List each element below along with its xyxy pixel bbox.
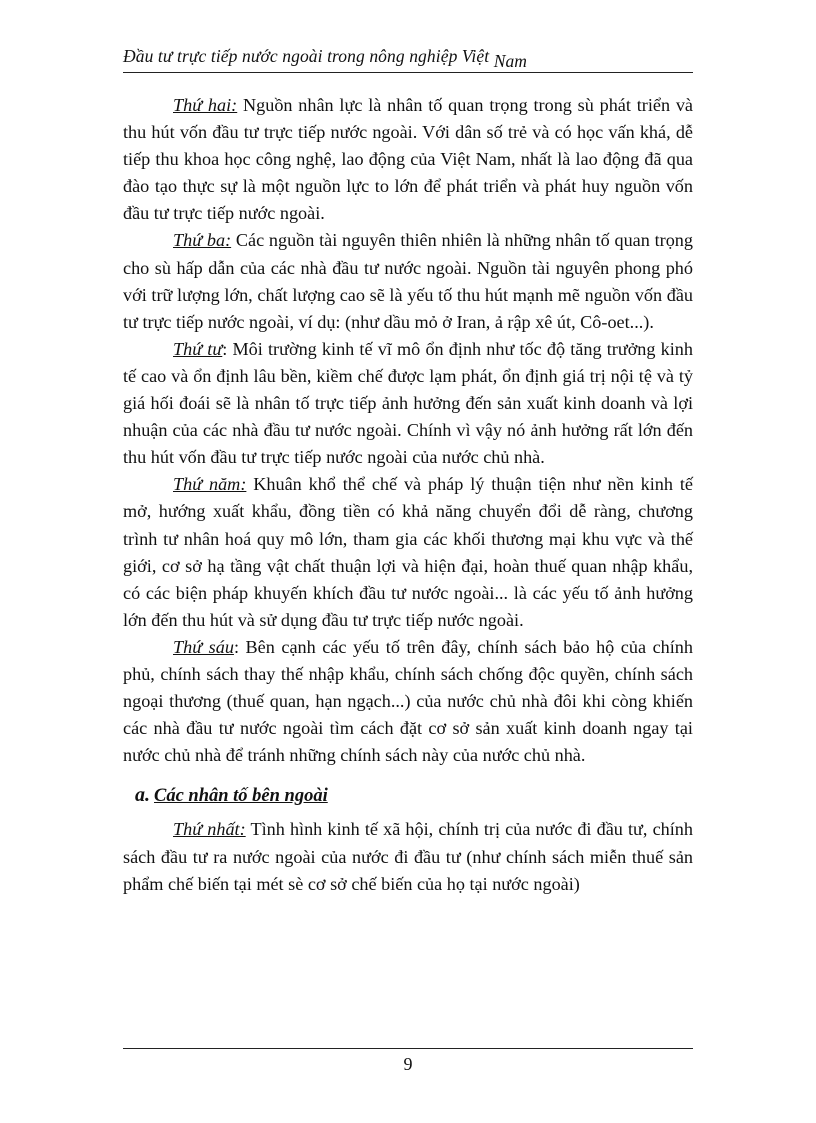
paragraph-thu-nam [123,471,693,634]
paragraph-text: Nguồn nhân lực là nhân tố quan trọng trong sù phát triển và thu hút vốn đầu tư trực tiếp nước ngoài. Với dân số trẻ và có học vấn khá, dễ tiếp thu khoa học công nghệ, lao động của Việt Nam, nhất là lao động đã qua đào tạo thực sự là một nguồn lực to lớn để phát triển và phát huy nguồn vốn đầu tư trực tiếp nước ngoài. [123,95,693,224]
paragraph-thu-tu [123,336,693,471]
paragraph-lead: Thứ sáu [173,636,234,657]
paragraph-thu-nhat [123,816,693,897]
header-title-tail: Nam [493,51,528,71]
paragraph-thu-sau [123,634,693,769]
paragraph-thu-ba [123,227,693,335]
body-text [123,92,693,898]
paragraph-lead: Thứ ba: [173,230,232,251]
paragraph-text: Các nguồn tài nguyên thiên nhiên là những nhân tố quan trọng cho sù hấp dẫn của các nhà đầu tư nước ngoài. Nguồn tài nguyên phong phó với trữ lượng lớn, chất lượng cao sẽ là yếu tố thu hút mạnh mẽ nguồn vốn đầu tư trực tiếp nước ngoài, ví dụ: (như dầu mỏ ở Iran, ả rập xê út, Cô-oet...). [123,230,693,332]
running-header [123,46,693,71]
paragraph-text: : Môi trường kinh tế vĩ mô ổn định như tốc độ tăng trưởng kinh tế cao và ổn định lâu bền, kiềm chế được lạm phát, ổn định giá trị nội tệ và tỷ giá hối đoái sẽ là nhân tố trực tiếp ảnh hưởng đến sản xuất kinh doanh và lợi nhuận của các nhà đầu tư nước ngoài. Chính vì vậy nó ảnh hưởng rất lớn đến thu hút vốn đầu tư trực tiếp nước ngoài của nước chủ nhà. [123,338,693,468]
paragraph-text: : Bên cạnh các yếu tố trên đây, chính sách bảo hộ của chính phủ, chính sách thay thế nhập khẩu, chính sách chống độc quyền, chính sách ngoại thương (thuế quan, hạn ngạch...) của nước chủ nhà đôi khi còng khiến các nhà đầu tư nước ngoài tìm cách đặt cơ sở sản xuất kinh doanh ngay tại nước chủ nhà để tránh những chính sách này của nước chủ nhà. [123,636,693,766]
paragraph-text: Khuân khổ thể chế và pháp lý thuận tiện như nền kinh tế mở, hướng xuất khẩu, đồng tiền có khả năng chuyển đổi dễ ràng, chương trình tư nhân hoá quy mô lớn, tham gia các khối thương mại khu vực và thế giới, cơ sở hạ tầng vật chất thuận lợi và hiện đại, hoàn thuế quan nhập khẩu, có các biện pháp khuyến khích đầu tư nước ngoài... là các yếu tố ảnh hưởng lớn đến thu hút và sử dụng đầu tư trực tiếp nước ngoài. [123,474,693,630]
paragraph-lead: Thứ tư [173,338,223,359]
paragraph-text: Tình hình kinh tế xã hội, chính trị của nước đi đầu tư, chính sách đầu tư ra nước ngoài của nước đi đầu tư (như chính sách miễn thuế sản phẩm chế biến tại mét sè cơ sở chế biến của họ tại nước ngoài) [123,819,693,894]
paragraph-lead: Thứ năm: [173,474,247,495]
header-rule [123,72,693,73]
section-heading [123,782,693,810]
header-title: Đầu tư trực tiếp nước ngoài trong nông nghiệp Việt [123,46,490,66]
paragraph-lead: Thứ nhất: [173,819,246,840]
section-title: Các nhân tố bên ngoài [154,786,328,807]
footer-rule [123,1048,693,1049]
page-number: 9 [403,1054,413,1074]
section-letter: a. [135,784,150,807]
paragraph-thu-hai [123,92,693,227]
paragraph-lead: Thứ hai: [173,95,238,115]
